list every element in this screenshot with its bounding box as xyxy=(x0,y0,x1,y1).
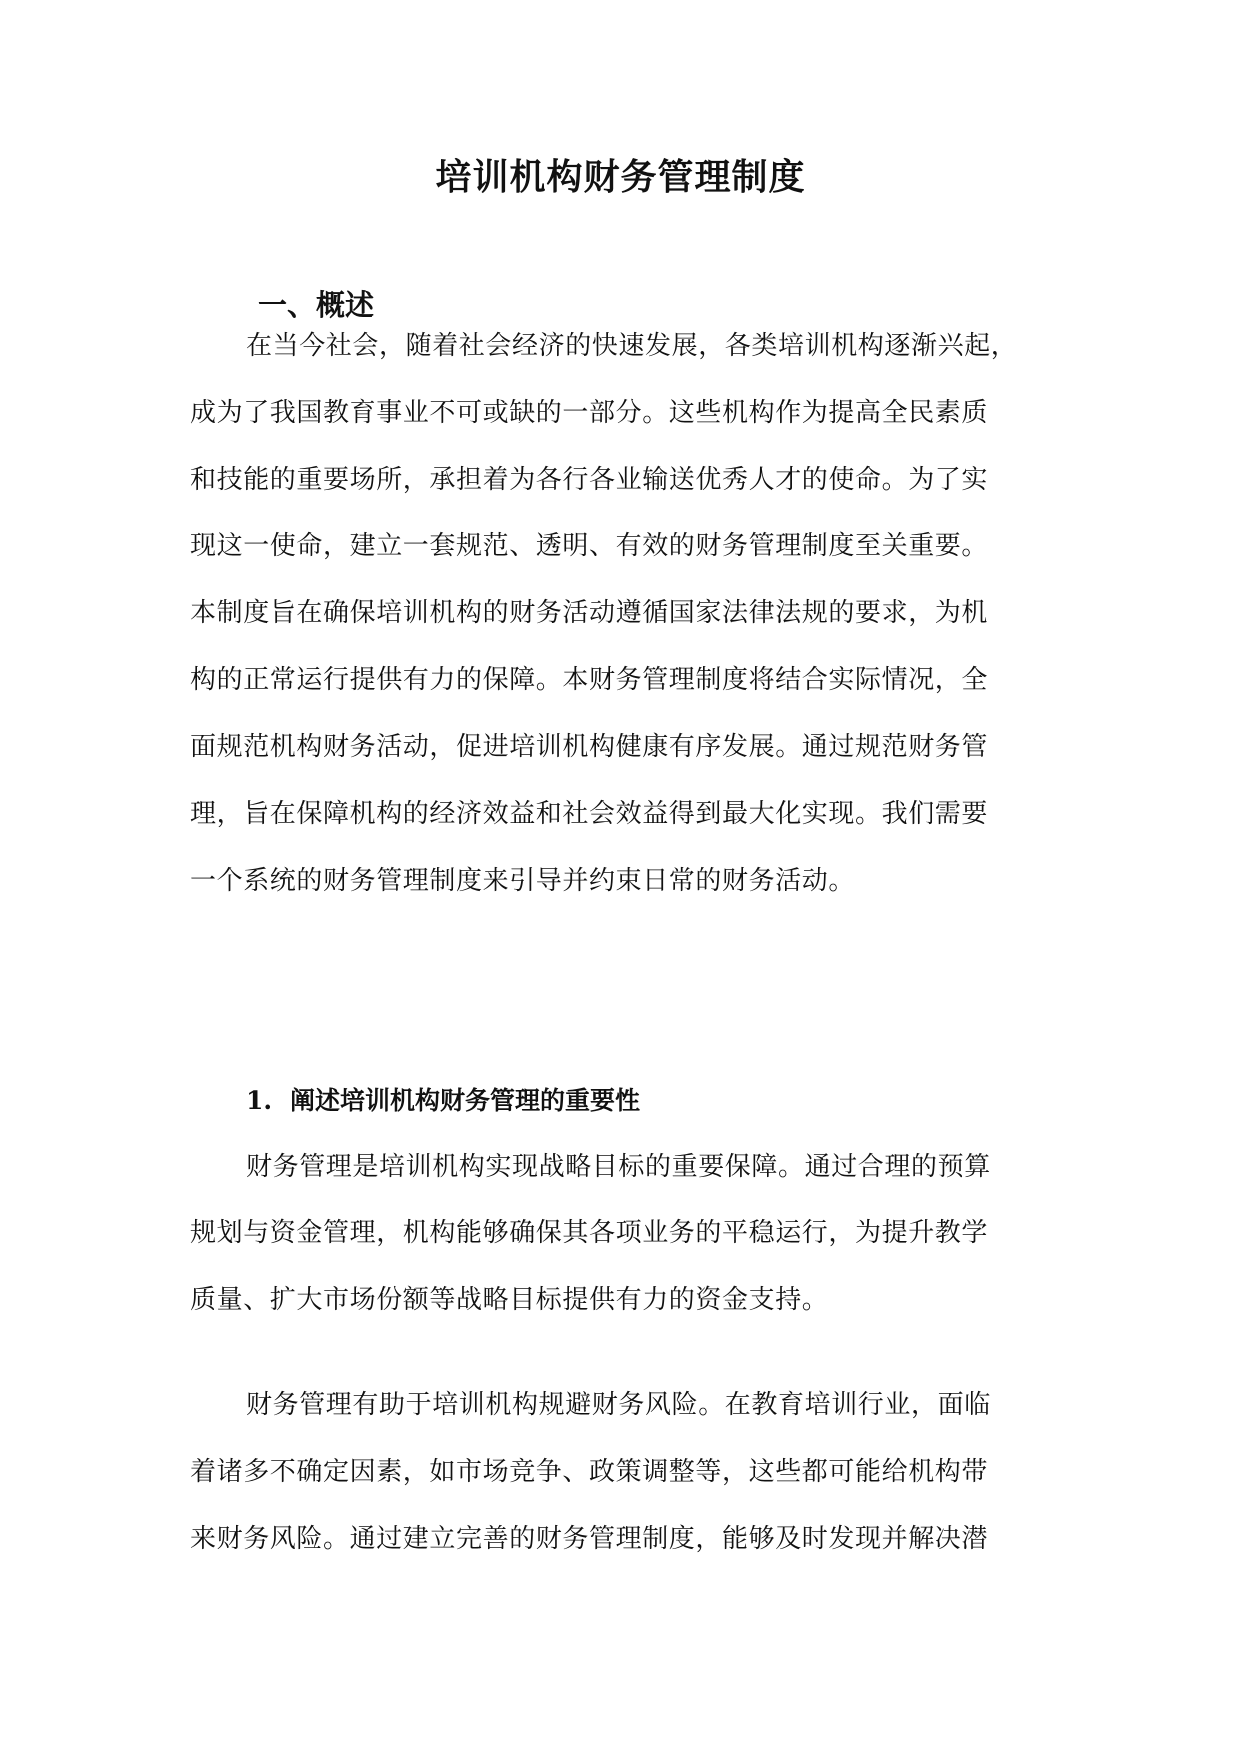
document-title: 培训机构财务管理制度 xyxy=(435,156,806,198)
paragraph-line: 财务管理是培训机构实现战略目标的重要保障。通过合理的预算 xyxy=(246,1152,991,1182)
section-heading-overview: 一、概述 xyxy=(258,288,375,322)
subsection-number: 1. xyxy=(246,1086,273,1115)
subsection-heading xyxy=(246,1083,640,1119)
paragraph-line: 理，旨在保障机构的经济效益和社会效益得到最大化实现。我们需要 xyxy=(190,799,989,829)
paragraph-line: 来财务风险。通过建立完善的财务管理制度，能够及时发现并解决潜 xyxy=(190,1524,989,1554)
paragraph-line: 本制度旨在确保培训机构的财务活动遵循国家法律法规的要求，为机 xyxy=(190,598,989,628)
subsection-title: 阐述培训机构财务管理的重要性 xyxy=(290,1086,641,1115)
paragraph-line: 面规范机构财务活动，促进培训机构健康有序发展。通过规范财务管 xyxy=(190,732,989,762)
paragraph-line: 质量、扩大市场份额等战略目标提供有力的资金支持。 xyxy=(190,1285,829,1315)
paragraph-line: 和技能的重要场所，承担着为各行各业输送优秀人才的使命。为了实 xyxy=(190,465,989,495)
paragraph-line: 着诸多不确定因素，如市场竞争、政策调整等，这些都可能给机构带 xyxy=(190,1457,989,1487)
paragraph-line: 一个系统的财务管理制度来引导并约束日常的财务活动。 xyxy=(190,866,856,896)
paragraph-line: 构的正常运行提供有力的保障。本财务管理制度将结合实际情况，全 xyxy=(190,665,989,695)
paragraph-line: 财务管理有助于培训机构规避财务风险。在教育培训行业，面临 xyxy=(246,1390,991,1420)
paragraph-line: 成为了我国教育事业不可或缺的一部分。这些机构作为提高全民素质 xyxy=(190,398,989,428)
paragraph-line: 规划与资金管理，机构能够确保其各项业务的平稳运行，为提升教学 xyxy=(190,1218,989,1248)
paragraph-line: 在当今社会，随着社会经济的快速发展，各类培训机构逐渐兴起， xyxy=(246,331,1018,361)
paragraph-line: 现这一使命，建立一套规范、透明、有效的财务管理制度至关重要。 xyxy=(190,531,989,561)
